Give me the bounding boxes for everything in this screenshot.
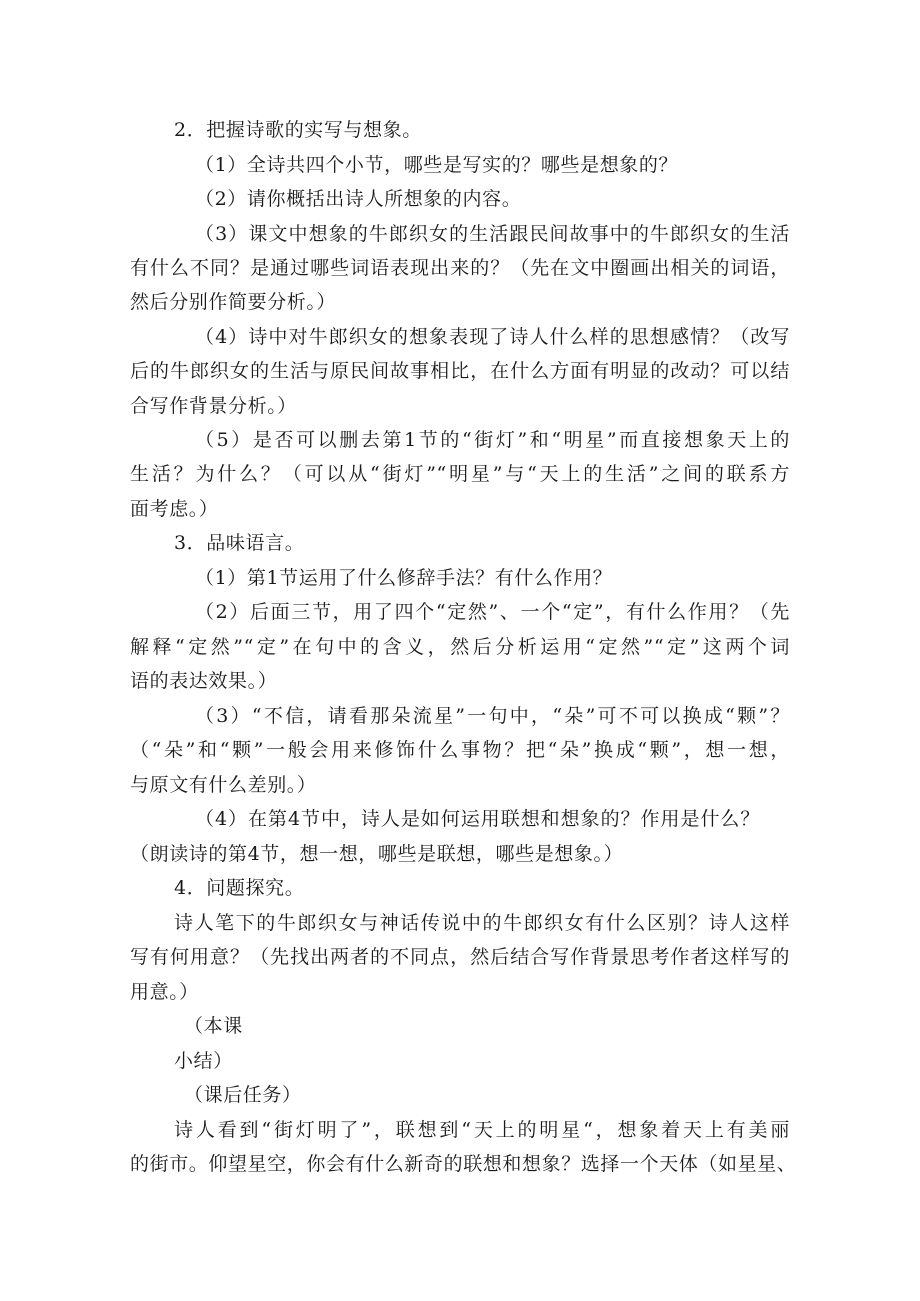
question-item: （1）全诗共四个小节，哪些是写实的？哪些是想象的？ [195,154,679,176]
question-continuation: 然后分别作简要分析。） [130,291,337,313]
after-class-task-label: （课后任务） [184,1084,302,1106]
lesson-summary-label: 小结） [174,1050,233,1072]
question-continuation: 有什么不同？是通过哪些词语表现出来的？（先在文中圈画出相关的词语， [130,257,790,279]
question-continuation: （“朵”和“颗”一般会用来修饰什么事物？把“朵”换成“颗”，想一想， [130,739,790,761]
question-item: （2）后面三节，用了四个“定然”、一个“定”，有什么作用？（先 [195,601,790,623]
section-heading: 3．品味语言。 [174,532,305,554]
question-continuation: 面考虑。） [130,498,219,520]
lesson-summary-label: （本课 [184,1015,243,1037]
section-heading: 4．问题探究。 [174,877,305,899]
question-item: （2）请你概括出诗人所想象的内容。 [195,188,522,210]
paragraph-continuation: 的街市。仰望星空，你会有什么新奇的联想和想象？选择一个天体（如星星、 [130,1153,797,1175]
question-item: （4）在第4节中，诗人是如何运用联想和想象的？作用是什么？ [195,808,760,830]
question-item: （4）诗中对牛郎织女的想象表现了诗人什么样的思想感情？（改写 [195,326,790,348]
question-item: （3）课文中想象的牛郎织女的生活跟民间故事中的牛郎织女的生活 [195,223,790,245]
question-continuation: 合写作背景分析。） [130,395,297,417]
question-continuation: （朗读诗的第4节，想一想，哪些是联想，哪些是想象。） [130,843,624,865]
paragraph-continuation: 写有何用意？（先找出两者的不同点，然后结合写作背景思考作者这样写的 [130,946,790,968]
question-continuation: 与原文有什么差别。） [130,774,317,796]
section-heading: 2．把握诗歌的实写与想象。 [174,119,422,141]
question-continuation: 生活？为什么？（可以从“街灯”“明星”与“天上的生活”之间的联系方 [130,463,790,485]
question-item: （3）“不信，请看那朵流星”一句中，“朵”可不可以换成“颗”？ [195,705,790,727]
question-continuation: 语的表达效果。） [130,670,278,692]
paragraph: 诗人笔下的牛郎织女与神话传说中的牛郎织女有什么区别？诗人这样 [174,912,790,934]
question-item: （1）第1节运用了什么修辞手法？有什么作用？ [195,567,613,589]
paragraph: 诗人看到“街灯明了”，联想到“天上的明星“，想象着天上有美丽 [174,1119,790,1141]
paragraph-continuation: 用意。） [130,981,199,1003]
question-continuation: 后的牛郎织女的生活与原民间故事相比，在什么方面有明显的改动？可以结 [130,360,790,382]
question-continuation: 解释“定然”“定”在句中的含义，然后分析运用“定然”“定”这两个词 [130,636,790,658]
question-item: （5）是否可以删去第1节的“街灯”和“明星”而直接想象天上的 [195,429,790,451]
